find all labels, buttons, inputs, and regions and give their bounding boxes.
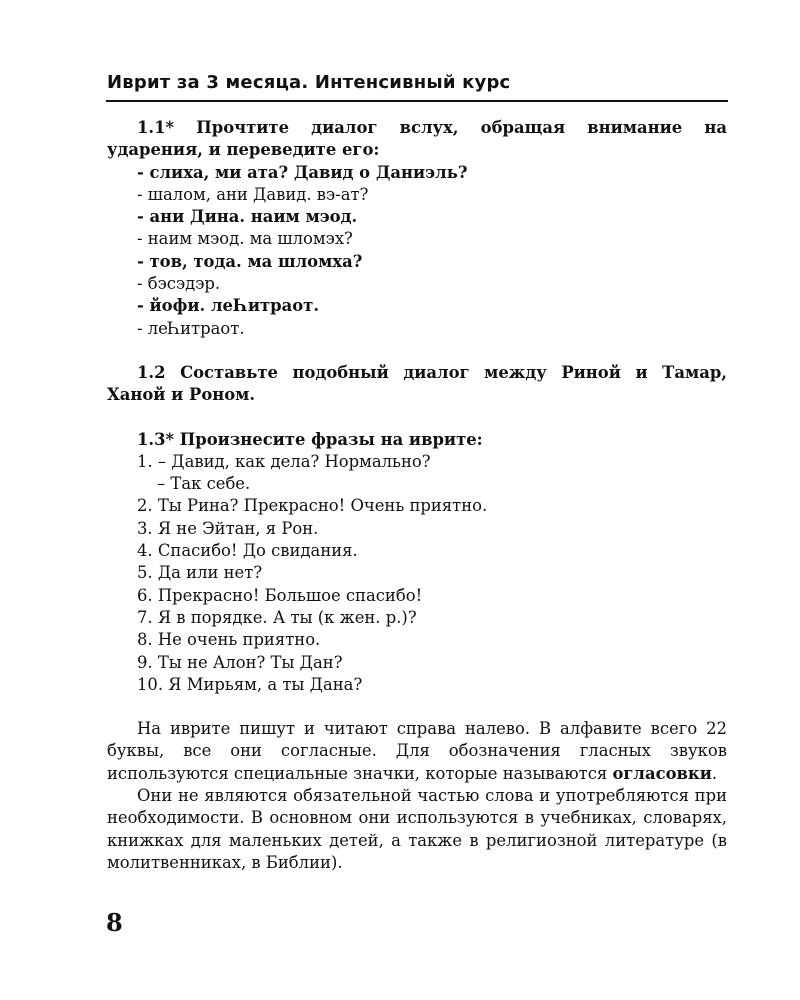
list-item: 4. Спасибо! До свидания.	[137, 541, 358, 561]
list-item: 3. Я не Эйтан, я Рон.	[137, 518, 319, 538]
list-item: 9. Ты не Алон? Ты Дан?	[137, 652, 343, 672]
dialog-line: - тов, тода. ма шломха?	[137, 251, 363, 271]
term-bold: огласовки	[612, 763, 712, 783]
task-2-title: 1.2 Составьте подобный диалог между Риной и Тамар, Ханой и Роном.	[107, 362, 727, 405]
list-item: 6. Прекрасно! Большое спасибо!	[137, 585, 423, 605]
task-3-title: 1.3* Произнесите фразы на иврите:	[137, 429, 483, 449]
paragraph-vowels: Они не являются обязательной частью слова и употребляются при необходимости. В основном они используются в учебниках, словарях, книжках для маленьких детей, а также в религиозной литературе (в молитвенниках, в Библии).	[107, 786, 727, 872]
dialog-line: - йофи. леҺитраот.	[137, 296, 320, 316]
list-item: 8. Не очень приятно.	[137, 630, 321, 650]
list-item: 2. Ты Рина? Прекрасно! Очень приятно.	[137, 496, 488, 516]
list-item: – Так себе.	[157, 474, 251, 494]
spacer	[107, 407, 727, 429]
dialog-line: - ани Дина. наим мэод.	[137, 207, 358, 227]
page-number: 8	[106, 908, 123, 937]
list-item: 10. Я Мирьям, а ты Дана?	[137, 674, 363, 694]
paragraph-text: На иврите пишут и читают справа налево. В алфавите всего 22 буквы, все они согласные. Для обозначения гласных звуков используются специальные значки, которые называются	[107, 719, 727, 783]
phrase-list	[107, 451, 727, 696]
spacer	[107, 696, 727, 718]
page-content	[107, 117, 727, 874]
list-item: 1. – Давид, как дела? Нормально?	[137, 451, 431, 471]
dialog	[107, 162, 727, 340]
dialog-line: - бэсэдэр.	[137, 274, 221, 294]
paragraph-alphabet	[107, 718, 727, 785]
header-rule	[106, 100, 728, 102]
dialog-line: - леҺитраот.	[137, 318, 245, 338]
dialog-line: - слиха, ми ата? Давид о Даниэль?	[137, 162, 468, 182]
dialog-line: - шалом, ани Давид. вэ-ат?	[137, 184, 369, 204]
running-header: Иврит за 3 месяца. Интенсивный курс	[107, 72, 511, 93]
task-1-title: 1.1* Прочтите диалог вслух, обращая внимание на ударения, и переведите его:	[107, 118, 727, 160]
list-item: 7. Я в порядке. А ты (к жен. р.)?	[137, 607, 417, 627]
dialog-line: - наим мэод. ма шломэх?	[137, 229, 353, 249]
spacer	[107, 340, 727, 362]
list-item: 5. Да или нет?	[137, 563, 263, 583]
paragraph-end: .	[711, 763, 718, 783]
